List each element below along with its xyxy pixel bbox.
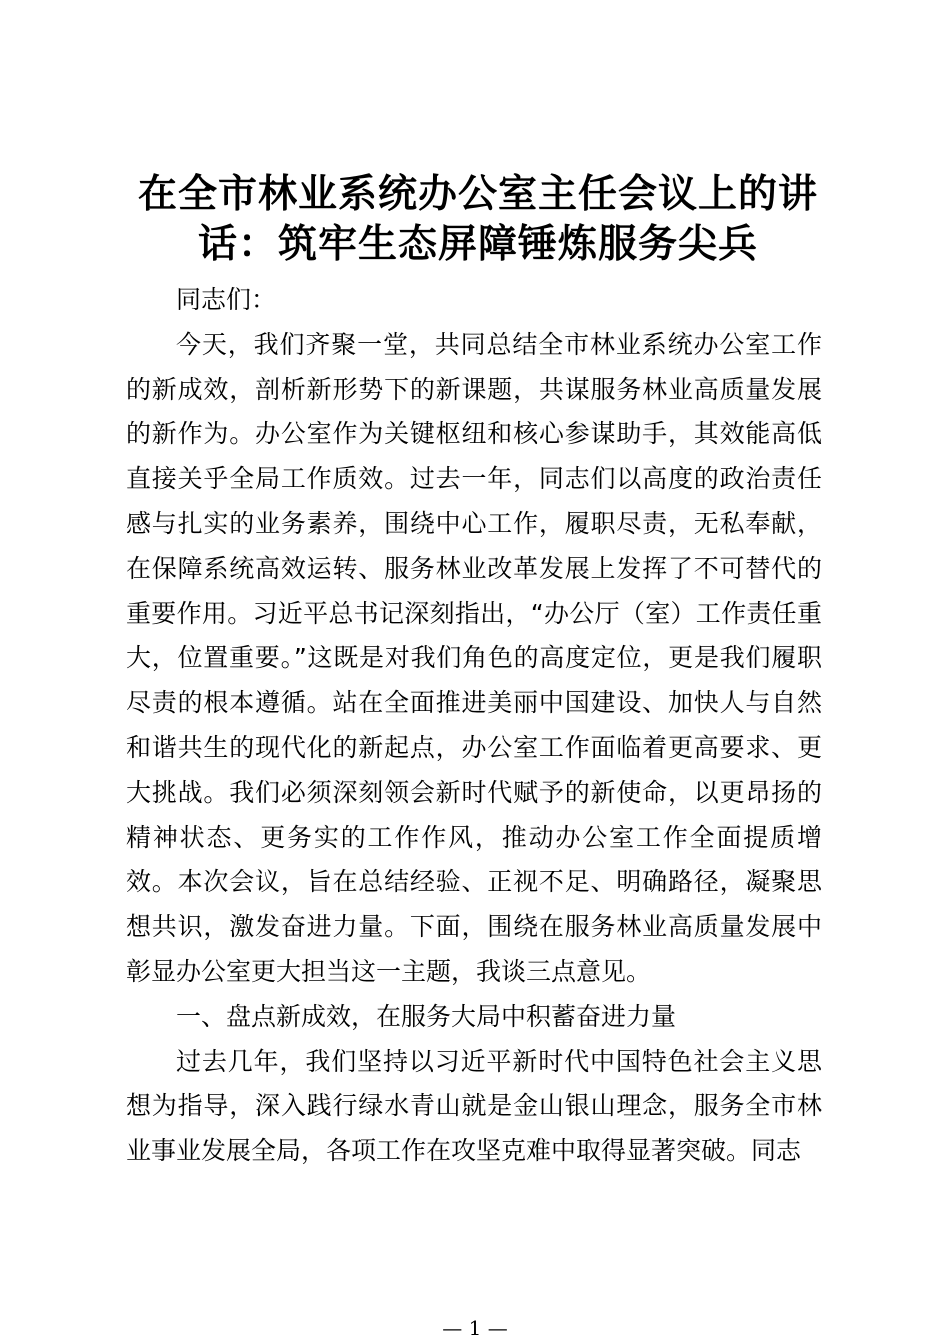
title-line-1: 在全市林业系统办公室主任会议上的讲 xyxy=(137,172,818,217)
document-body xyxy=(126,278,822,1174)
title-line-2: 话：筑牢生态屏障锤炼服务尖兵 xyxy=(197,222,758,267)
section-heading: 一、盘点新成效，在服务大局中积蓄奋进力量 xyxy=(176,1001,677,1031)
page-number: — 1 — xyxy=(442,1316,508,1340)
body-paragraph: 今天，我们齐聚一堂，共同总结全市林业系统办公室工作的新成效，剖析新形势下的新课题，共谋服务林业高质量发展的新作为。办公室作为关键枢纽和核心参谋助手，其效能高低直接关乎全局工作质效。过去一年，同志们以高度的政治责任感与扎实的业务素养，围绕中心工作，履职尽责，无私奉献，在保障系统高效运转、服务林业改革发展上发挥了不可替代的重要作用。习近平总书记深刻指出，“办公厅（室）工作责任重大，位置重要。”这既是对我们角色的高度定位，更是我们履职尽责的根本遵循。站在全面推进美丽中国建设、加快人与自然和谐共生的现代化的新起点，办公室工作面临着更高要求、更大挑战。我们必须深刻领会新时代赋予的新使命，以更昂扬的精神状态、更务实的工作作风，推动办公室工作全面提质增效。本次会议，旨在总结经验、正视不足、明确路径，凝聚思想共识，激发奋进力量。下面，围绕在服务林业高质量发展中彰显办公室更大担当这一主题，我谈三点意见。 xyxy=(126,329,822,986)
salutation: 同志们： xyxy=(176,285,277,314)
document-title xyxy=(118,170,838,270)
section-paragraph: 过去几年，我们坚持以习近平新时代中国特色社会主义思想为指导，深入践行绿水青山就是金山银山理念，服务全市林业事业发展全局，各项工作在攻坚克难中取得显著突破。同志 xyxy=(126,1046,822,1166)
